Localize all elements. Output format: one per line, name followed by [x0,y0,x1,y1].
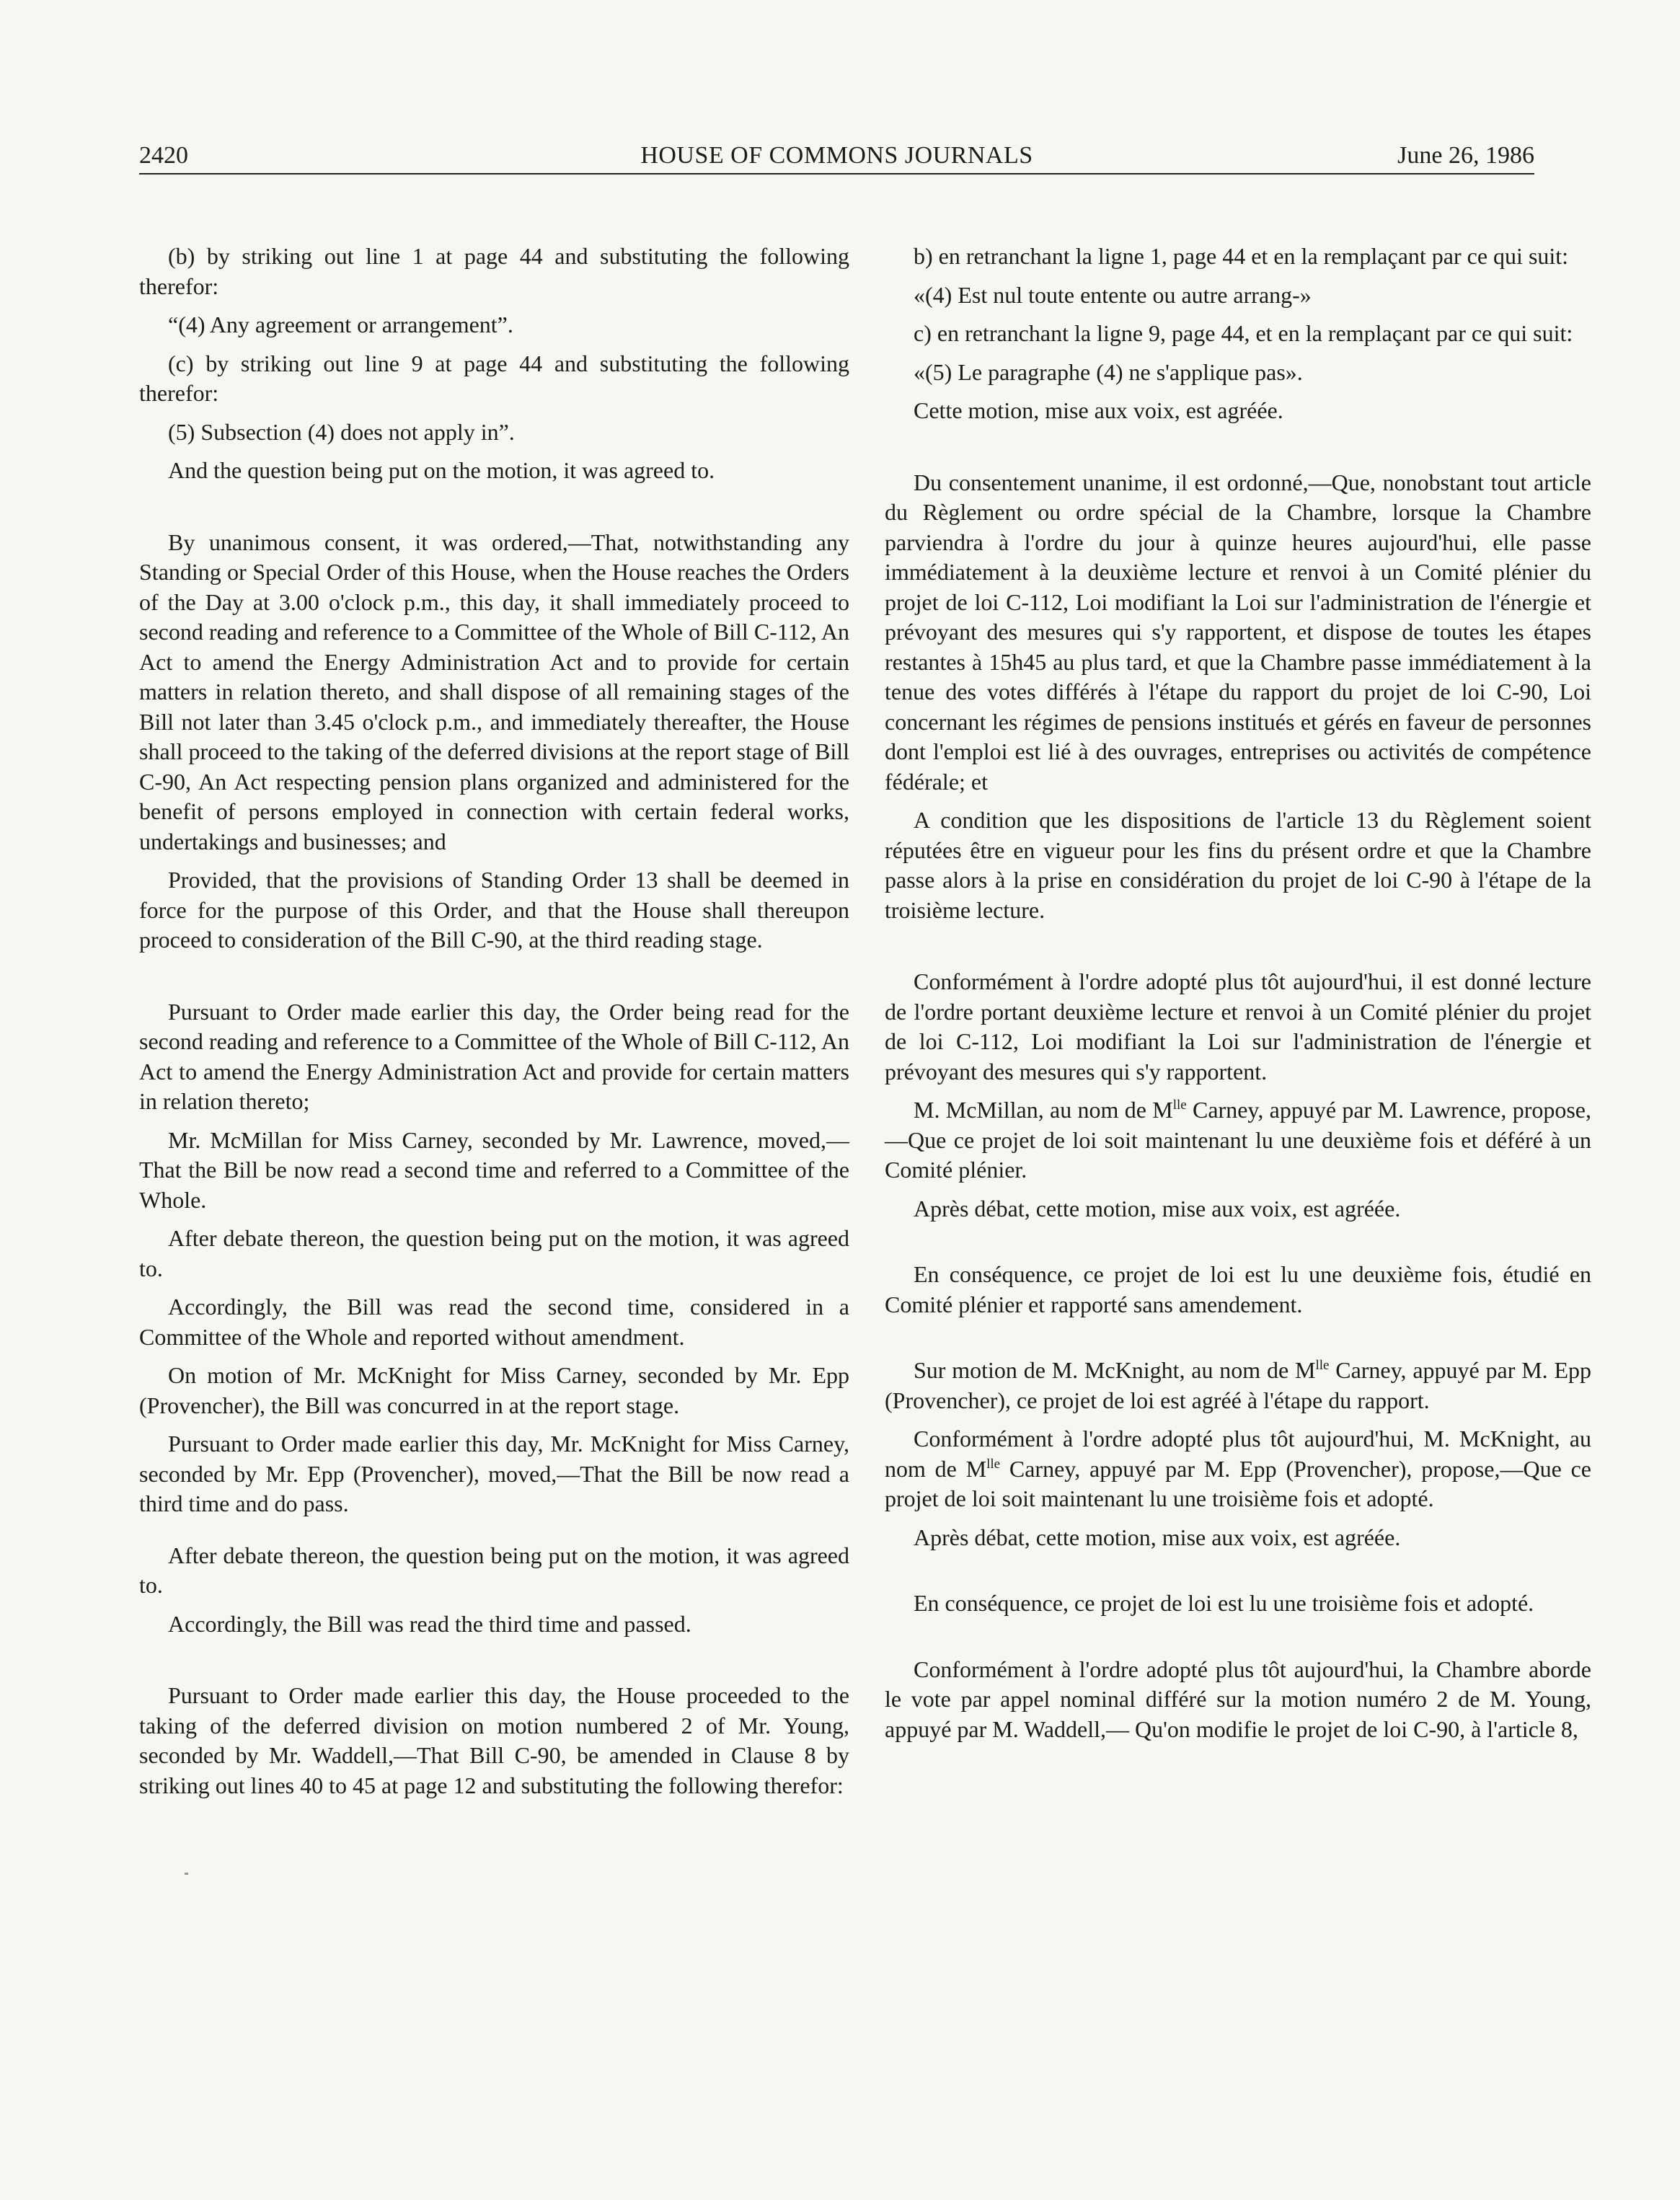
page-number: 2420 [139,142,188,169]
en-amendment-c-quote: (5) Subsection (4) does not apply in”. [168,418,515,445]
en-amendment-b: (b) by striking out line 1 at page 44 and substituting the following therefor: [139,243,849,299]
fr-motion-agreed: Cette motion, mise aux voix, est agréée. [914,397,1283,423]
en-report-stage-concurrence: On motion of Mr. McKnight for Miss Carney, seconded by Mr. Epp (Provencher), the Bill was concurred in at the report stage. [139,1362,849,1418]
journal-date: June 26, 1986 [1397,142,1534,169]
fr-second-reading-order: Conformément à l'ordre adopté plus tôt aujourd'hui, il est donné lecture de l'ordre portant deuxième lecture et renvoi à un Comité plénier du projet de loi C-112, Loi modifiant la Loi sur l'administration de l'énergie et prévoyant des mesures qui s'y rapportent. [885,968,1591,1084]
en-deferred-division: Pursuant to Order made earlier this day, the House proceeded to the taking of the deferred division on motion numbered 2 of Mr. Young, seconded by Mr. Waddell,—That Bill C-90, be amended in Clause 8 by striking out lines 40 to 45 at page 12 and substituting the following therefor: [139,1682,849,1798]
fr-second-reading-debate: Après débat, cette motion, mise aux voix, est agréée. [914,1195,1401,1222]
en-provided-clause: Provided, that the provisions of Standing Order 13 shall be deemed in force for the purpose of this Order, and that the House shall thereupon proceed to consideration of the Bill C-90, at the third reading stage. [139,867,849,953]
fr-provided-clause: A condition que les dispositions de l'article 13 du Règlement soient réputées être en vigueur pour les fins du présent ordre et que la Chambre passe alors à la prise en considération du projet de loi C-90 à l'étape de la troisième lecture. [885,807,1591,923]
french-column [885,242,1591,1753]
fr-third-reading-motion: Conformément à l'ordre adopté plus tôt aujourd'hui, M. McKnight, au nom de $M^{lle}$ Carney, appuyé par M. Epp (Provencher), propose,—Que ce projet de loi soit maintenant lu une troisième fois et adopté. [885,1426,1592,1511]
en-unanimous-consent-order: By unanimous consent, it was ordered,—That, notwithstanding any Standing or Special Order of this House, when the House reaches the Orders of the Day at 3.00 o'clock p.m., this day, it shall immediately proceed to second reading and reference to a Committee of the Whole of Bill C-112, An Act to amend the Energy Administration Act and to provide for certain matters in relation thereto, and shall dispose of all remaining stages of the Bill not later than 3.45 o'clock p.m., and immediately thereafter, the House shall proceed to the taking of the deferred divisions at the report stage of Bill C-90, An Act respecting pension plans organized and administered for the benefit of persons employed in connection with certain federal works, undertakings and businesses; and [139,529,849,854]
journal-title: HOUSE OF COMMONS JOURNALS [640,142,1033,169]
en-amendment-c: (c) by striking out line 9 at page 44 and substituting the following therefor: [139,350,849,406]
english-column [139,242,849,1809]
page-header [139,141,1534,175]
en-second-reading-motion: Mr. McMillan for Miss Carney, seconded by Mr. Lawrence, moved,—That the Bill be now read a second time and referred to a Committee of the Whole. [139,1126,849,1213]
fr-second-reading-motion: M. McMillan, au nom de $M^{lle}$ Carney, appuyé par M. Lawrence, propose,—Que ce projet de loi soit maintenant lu une deuxième fois et déféré à un Comité plénier. [885,1097,1592,1183]
en-third-reading-motion: Pursuant to Order made earlier this day, Mr. McKnight for Miss Carney, seconded by Mr. Epp (Provencher), moved,—That the Bill be now read a third time and do pass. [139,1431,849,1516]
en-motion-agreed: And the question being put on the motion, it was agreed to. [168,457,715,483]
stray-mark [185,1873,188,1875]
fr-third-reading-debate: Après débat, cette motion, mise aux voix, est agréée. [914,1524,1401,1550]
fr-amendment-c: c) en retranchant la ligne 9, page 44, et en la remplaçant par ce qui suit: [914,320,1573,346]
en-committee-report: Accordingly, the Bill was read the second time, considered in a Committee of the Whole and reported without amendment. [139,1294,849,1350]
en-amendment-b-quote: “(4) Any agreement or arrangement”. [168,312,513,337]
fr-amendment-b: b) en retranchant la ligne 1, page 44 et en la remplaçant par ce qui suit: [914,243,1569,269]
en-second-reading-order: Pursuant to Order made earlier this day, the Order being read for the second reading and reference to a Committee of the Whole of Bill C-112, An Act to amend the Energy Administration Act and provide for certain matters in relation thereto; [139,998,849,1114]
en-second-reading-debate: After debate thereon, the question being put on the motion, it was agreed to. [139,1225,849,1281]
fr-committee-report: En conséquence, ce projet de loi est lu une deuxième fois, étudié en Comité plénier et rapporté sans amendement. [885,1261,1591,1317]
fr-amendment-b-quote: «(4) Est nul toute entente ou autre arrang-» [914,281,1312,308]
fr-amendment-c-quote: «(5) Le paragraphe (4) ne s'applique pas». [914,358,1303,385]
en-third-reading-debate: After debate thereon, the question being put on the motion, it was agreed to. [139,1542,849,1598]
fr-report-stage-concurrence: Sur motion de M. McKnight, au nom de $M^{lle}$ Carney, appuyé par M. Epp (Provencher), ce projet de loi est agréé à l'étape du rapport. [885,1357,1592,1413]
fr-deferred-division: Conformément à l'ordre adopté plus tôt aujourd'hui, la Chambre aborde le vote par appel nominal différé sur la motion numéro 2 de M. Young, appuyé par M. Waddell,— Qu'on modifie le projet de loi C-90, à l'article 8, [885,1656,1591,1742]
en-bill-passed: Accordingly, the Bill was read the third time and passed. [168,1610,691,1637]
fr-unanimous-consent-order: Du consentement unanime, il est ordonné,—Que, nonobstant tout article du Règlement ou ordre spécial de la Chambre, lorsque la Chambre parviendra à l'ordre du jour à quinze heures aujourd'hui, elle passe immédiatement à la deuxième lecture et renvoi à un Comité plénier du projet de loi C-112, Loi modifiant la Loi sur l'administration de l'énergie et prévoyant des mesures qui s'y rapportent, et dispose de toutes les étapes restantes à 15h45 au plus tard, et que la Chambre passe immédiatement à la tenue des votes différés à l'étape du rapport du projet de loi C-90, Loi concernant les régimes de pensions institués et gérés en faveur de personnes dont l'emploi est lié à des ouvrages, entreprises ou activités de compétence fédérale; et [885,469,1591,795]
fr-bill-passed: En conséquence, ce projet de loi est lu une troisième fois et adopté. [914,1590,1534,1616]
